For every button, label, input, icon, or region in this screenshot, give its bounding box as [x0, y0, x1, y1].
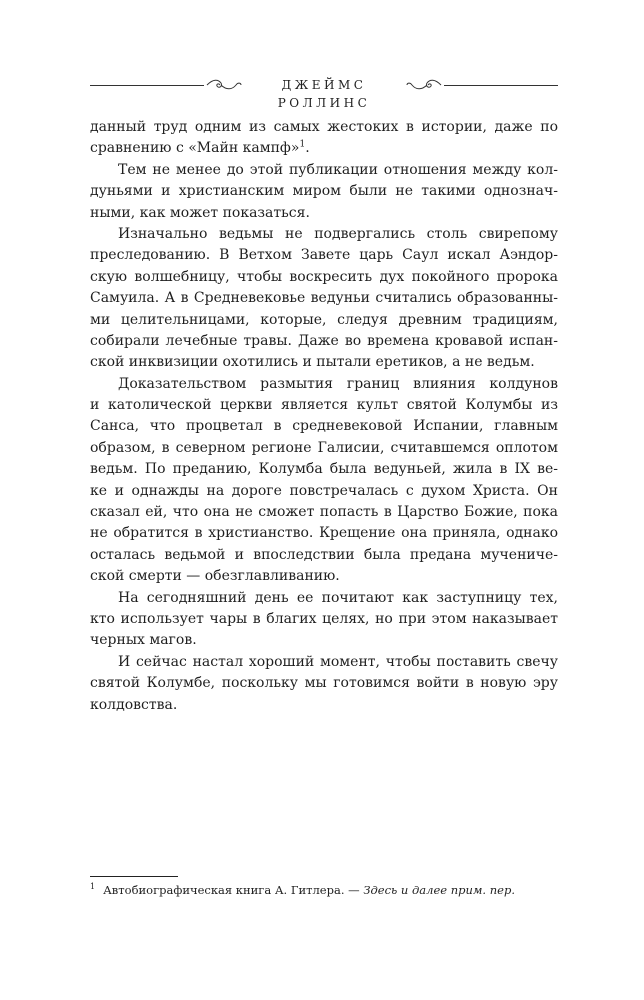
text-line: ке и однажды на дороге повстречалась с духом Христа. Он	[90, 482, 558, 499]
text-line: И сейчас настал хороший момент, чтобы поставить свечу	[118, 653, 558, 670]
footnote-rule	[90, 876, 178, 877]
footnote-text: Автобиографическая книга А. Гитлера. —	[103, 882, 364, 897]
footnote-reference[interactable]: 1	[299, 139, 306, 150]
text-line: черных магов.	[90, 632, 197, 649]
text-line: Самуила. А в Средневековье ведуньи считались образованны-	[90, 290, 558, 307]
text-line: и католической церкви является культ святой Колумбы из	[90, 397, 558, 414]
text-line: ными, как может показаться.	[90, 204, 310, 221]
text-line: сравнению с «Майн кампф»$^1$.	[90, 139, 310, 157]
flourish-right-icon	[406, 76, 442, 94]
text-line: не обратится в христианство. Крещение она приняла, однако	[90, 525, 558, 542]
header-rule-left	[90, 85, 204, 86]
text-line: колдовства.	[90, 696, 178, 713]
text-line: Тем не менее до этой публикации отношения между кол-	[118, 161, 558, 178]
text-line: образом, в северном регионе Галисии, считавшемся оплотом	[90, 439, 558, 456]
text-line: Санса, что процветал в средневековой Испании, главным	[90, 418, 558, 435]
text-line: собирали лечебные травы. Даже во времена кровавой испан-	[90, 332, 558, 349]
footnote-translator-note: Здесь и далее прим. пер.	[363, 882, 515, 897]
text-line: Изначально ведьмы не подвергались столь свирепому	[118, 225, 558, 242]
text-line: скую волшебницу, чтобы воскресить дух покойного пророка	[90, 268, 558, 285]
running-head-author: ДЖЕЙМС РОЛЛИНС	[277, 78, 371, 110]
text-line: дуньями и христианским миром были не такими однознач-	[90, 183, 558, 200]
text-line: ской смерти — обезглавливанию.	[90, 568, 340, 585]
text-line: ведьм. По преданию, Колумба была ведуньей, жила в IX ве-	[90, 461, 558, 478]
text-line-content: сравнению с «Майн кампф»	[90, 140, 300, 157]
body-text	[90, 117, 558, 716]
text-line: данный труд одним из самых жестоких в истории, даже по	[90, 119, 558, 135]
header-rule-right	[444, 85, 558, 86]
footnote-mark: 1	[90, 882, 96, 891]
text-line: святой Колумбе, поскольку мы готовимся войти в новую эру	[90, 675, 558, 692]
running-head	[90, 74, 558, 110]
text-line: Доказательством размытия границ влияния колдунов	[118, 375, 558, 392]
text-line: ми целительницами, которые, следуя древним традициям,	[90, 311, 558, 328]
flourish-left-icon	[206, 76, 242, 94]
text-line: На сегодняшний день ее почитают как заступницу тех,	[118, 589, 558, 606]
text-line: преследованию. В Ветхом Завете царь Саул искал Аэндор-	[90, 247, 558, 264]
text-line: осталась ведьмой и впоследствии была предана мучениче-	[90, 546, 558, 563]
text-line: сказал ей, что она не сможет попасть в Царство Божие, пока	[90, 504, 558, 521]
text-line: ской инквизиции охотились и пытали еретиков, а не ведьм.	[90, 354, 535, 371]
footnote	[90, 879, 570, 898]
text-line: кто использует чары в благих целях, но при этом наказывает	[90, 610, 558, 627]
